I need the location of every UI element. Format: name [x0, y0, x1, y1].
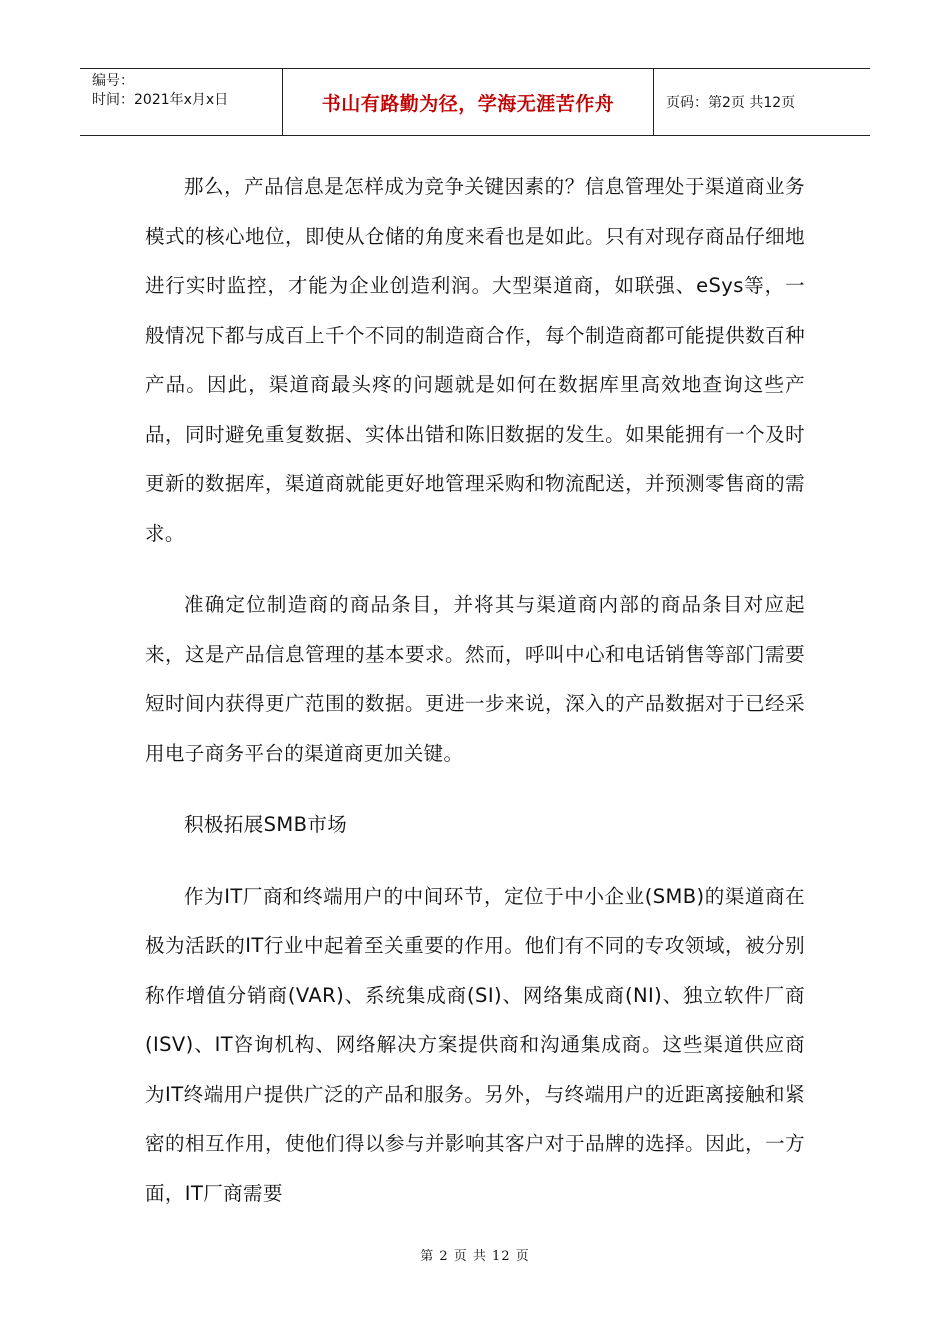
- header-motto: 书山有路勤为径，学海无涯苦作舟: [283, 69, 654, 135]
- header-meta: [80, 69, 283, 135]
- section-heading: 积极拓展SMB市场: [184, 813, 348, 836]
- document-date: 时间：2021年x月x日: [92, 92, 229, 108]
- paragraph: 那么，产品信息是怎样成为竞争关键因素的？信息管理处于渠道商业务模式的核心地位，即使从仓储的角度来看也是如此。只有对现存商品仔细地进行实时监控，才能为企业创造利润。大型渠道商，如联强、eSys等，一般情况下都与成百上千个不同的制造商合作，每个制造商都可能提供数百种产品。因此，渠道商最头疼的问题就是如何在数据库里高效地查询这些产品，同时避免重复数据、实体出错和陈旧数据的发生。如果能拥有一个及时更新的数据库，渠道商就能更好地管理采购和物流配送，并预测零售商的需求。: [145, 175, 805, 545]
- page-footer: 第 2 页 共 12 页: [420, 1249, 530, 1264]
- paragraph: 准确定位制造商的商品条目，并将其与渠道商内部的商品条目对应起来，这是产品信息管理的基本要求。然而，呼叫中心和电话销售等部门需要短时间内获得更广范围的数据。更进一步来说，深入的产品数据对于已经采用电子商务平台的渠道商更加关键。: [145, 593, 805, 765]
- document-number-label: 编号：: [92, 73, 134, 89]
- header-page-info: 页码：第2页 共12页: [666, 95, 796, 111]
- document-body: [145, 162, 805, 1240]
- page-header: [80, 68, 870, 136]
- paragraph: 作为IT厂商和终端用户的中间环节，定位于中小企业(SMB)的渠道商在极为活跃的IT行业中起着至关重要的作用。他们有不同的专攻领域，被分别称作增值分销商(VAR)、系统集成商(SI)、网络集成商(NI)、独立软件厂商(ISV)、IT咨询机构、网络解决方案提供商和沟通集成商。这些渠道供应商为IT终端用户提供广泛的产品和服务。另外，与终端用户的近距离接触和紧密的相互作用，使他们得以参与并影响其客户对于品牌的选择。因此，一方面，IT厂商需要: [145, 884, 805, 1205]
